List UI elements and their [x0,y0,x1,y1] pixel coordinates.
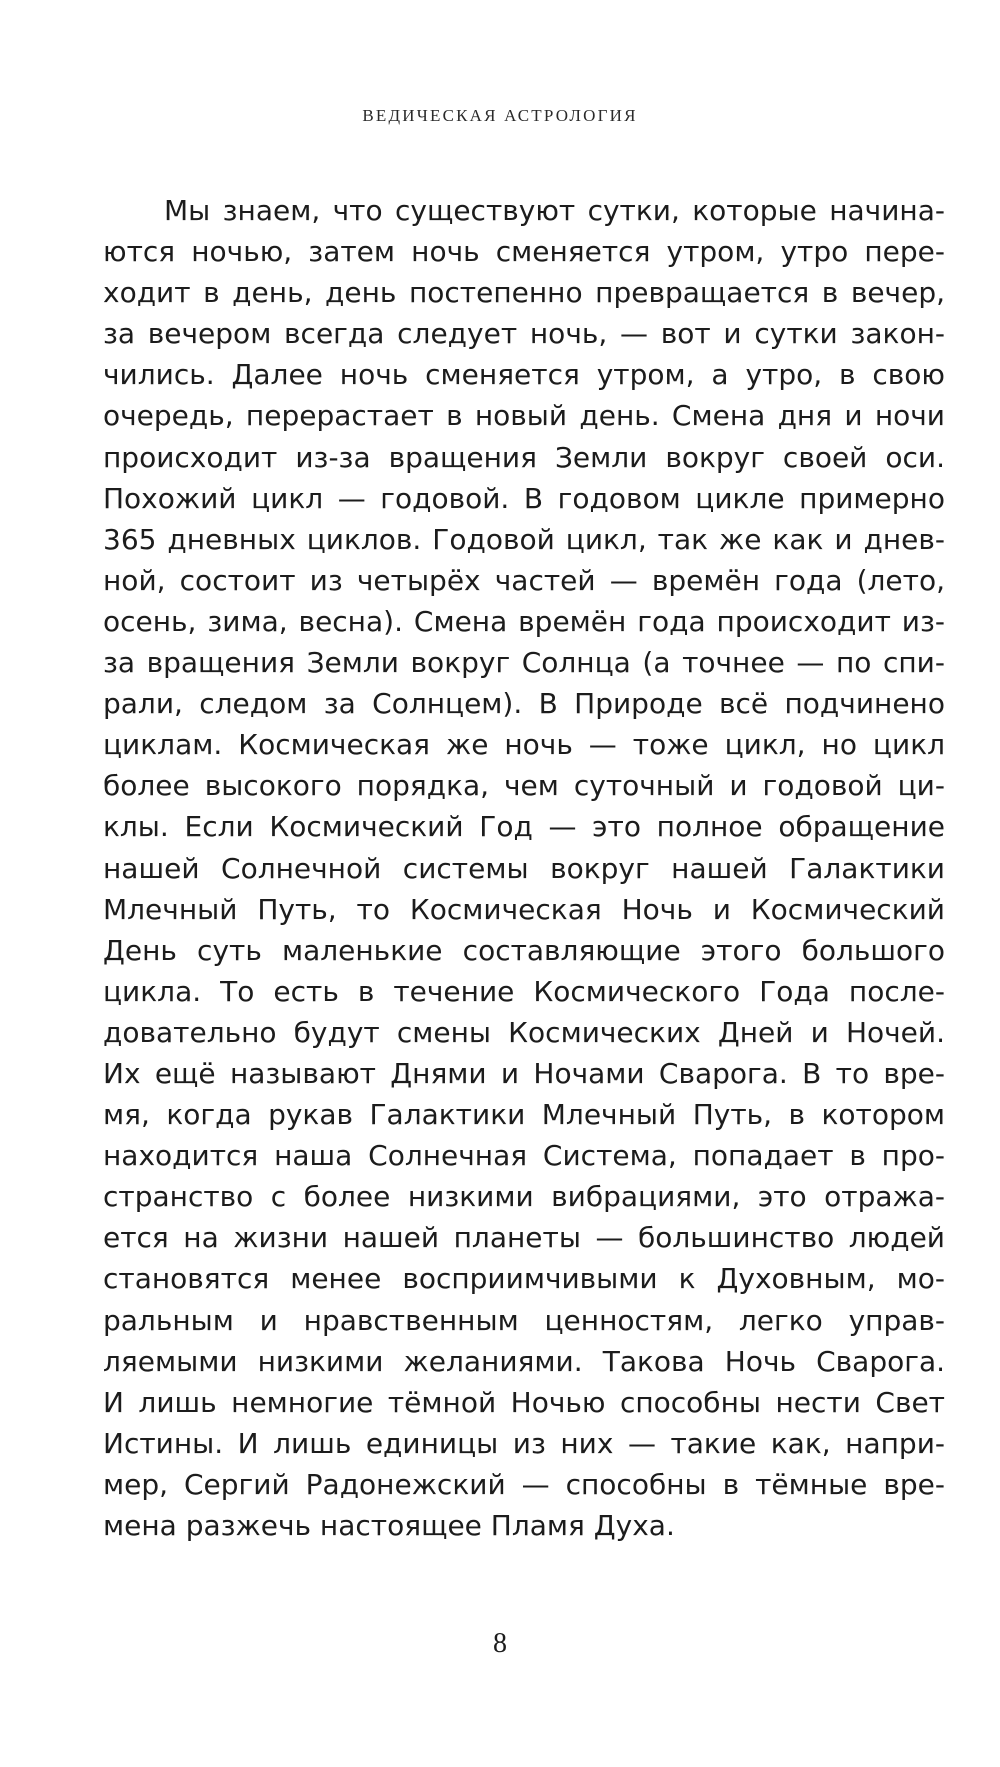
text-line: более высокого порядка, чем суточный и годовой ци- [103,769,945,803]
text-line: странство с более низкими вибрациями, это отража- [103,1180,945,1214]
text-line: ходит в день, день постепенно превращается в вечер, [103,276,945,310]
text-line: происходит из-за вращения Земли вокруг своей оси. [103,440,945,474]
text-line: Их ещё называют Днями и Ночами Сварога. В то вре- [103,1056,945,1090]
text-line: День суть маленькие составляющие этого большого [103,933,945,967]
text-line: И лишь немногие тёмной Ночью способны нести Свет [103,1385,945,1419]
text-line: ется на жизни нашей планеты — большинство людей [103,1221,945,1255]
text-line: Млечный Путь, то Космическая Ночь и Космический [103,892,945,926]
text-line: ной, состоит из четырёх частей — времён года (лето, [103,563,945,597]
text-line: ральным и нравственным ценностям, легко управ- [103,1303,945,1337]
body-paragraph [103,190,945,1546]
text-line: довательно будут смены Космических Дней и Ночей. [103,1015,945,1049]
text-line: мена разжечь настоящее Пламя Духа. [103,1509,675,1542]
text-line: осень, зима, весна). Смена времён года происходит из- [103,604,945,638]
text-line: Истины. И лишь единицы из них — такие как, напри- [103,1426,945,1460]
text-line: очередь, перерастает в новый день. Смена дня и ночи [103,399,945,433]
text-line: ются ночью, затем ночь сменяется утром, утро пере- [103,235,945,269]
text-line: Мы знаем, что существуют сутки, которые начина- [164,194,945,227]
text-line: циклам. Космическая же ночь — тоже цикл, но цикл [103,728,945,762]
text-line: чились. Далее ночь сменяется утром, а утро, в свою [103,358,945,392]
text-line: нашей Солнечной системы вокруг нашей Галактики [103,851,945,885]
text-line: Похожий цикл — годовой. В годовом цикле примерно [103,481,945,515]
text-line: рали, следом за Солнцем). В Природе всё подчинено [103,687,945,721]
text-line: ляемыми низкими желаниями. Такова Ночь Сварога. [103,1344,945,1378]
text-line: мер, Сергий Радонежский — способны в тёмные вре- [103,1467,945,1501]
text-line: становятся менее восприимчивыми к Духовным, мо- [103,1262,945,1296]
text-line: находится наша Солнечная Система, попадает в про- [103,1139,945,1173]
running-header: ВЕДИЧЕСКАЯ АСТРОЛОГИЯ [362,106,638,125]
text-line: цикла. То есть в течение Космического Года после- [103,974,945,1008]
text-line: клы. Если Космический Год — это полное обращение [103,810,945,844]
page-number: 8 [493,1628,507,1659]
text-line: мя, когда рукав Галактики Млечный Путь, в котором [103,1098,945,1132]
text-line: за вращения Земли вокруг Солнца (а точнее — по спи- [103,646,945,680]
text-line: 365 дневных циклов. Годовой цикл, так же как и днев- [103,522,945,556]
text-line: за вечером всегда следует ночь, — вот и сутки закон- [103,317,945,351]
